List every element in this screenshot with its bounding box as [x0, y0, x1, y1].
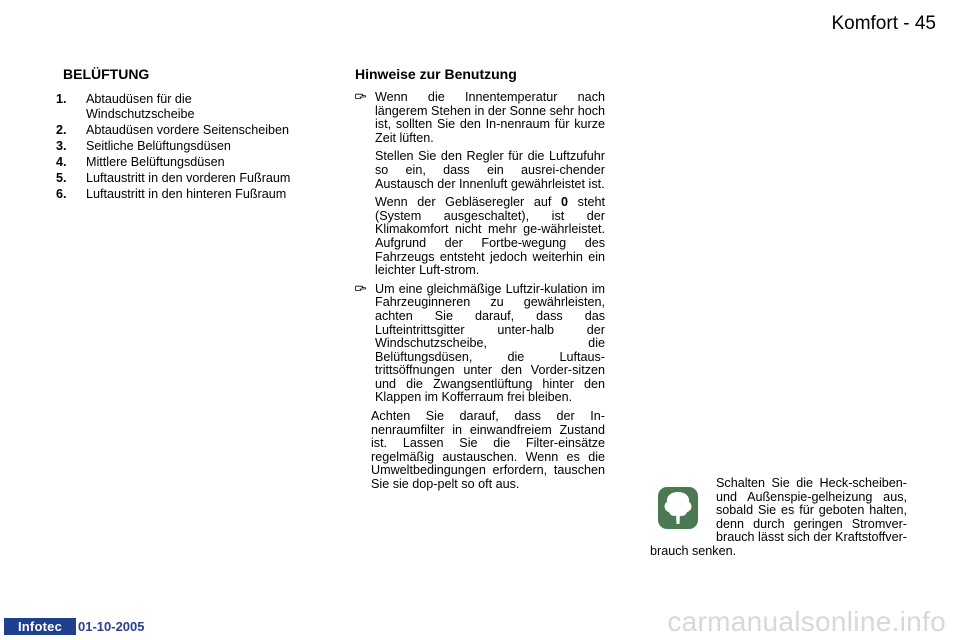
hint-temperature: [355, 91, 605, 278]
list-item-number: 2.: [56, 122, 67, 137]
footer-date: 01-10-2005: [78, 619, 145, 634]
hints-heading: Hinweise zur Benutzung: [355, 66, 517, 82]
list-item: [56, 187, 296, 202]
list-item-number: 3.: [56, 138, 67, 153]
list-item-label: Mittlere Belüftungsdüsen: [86, 154, 225, 169]
list-item: [56, 92, 296, 121]
tree-icon: [658, 487, 698, 529]
watermark: carmanualsonline.info: [667, 606, 946, 637]
list-item: [56, 123, 296, 138]
list-item-label: Seitliche Belüftungsdüsen: [86, 138, 231, 153]
hint-temperature-text: Wenn die Innentemperatur nach längerem Stehen in der Sonne sehr hoch ist, sollten Sie den In-nenraum für kurze Zeit lüften.: [375, 90, 605, 145]
list-item: [56, 171, 296, 186]
list-item-label: Abtaudüsen für die Windschutzscheibe: [86, 92, 195, 121]
eco-note-text: Schalten Sie die Heck-scheiben- und Außenspie-gelheizung aus, sobald Sie es für geboten halten, denn durch geringen Stromver-brauch lässt sich der Kraftstoffver-brauch senken.: [650, 476, 907, 558]
list-item: [56, 155, 296, 170]
eco-icon-container: [650, 477, 716, 543]
hint-air-circulation: [355, 283, 605, 492]
list-item-number: 1.: [56, 92, 67, 106]
eco-note: [650, 477, 907, 559]
list-item-number: 5.: [56, 170, 67, 185]
hint-temperature-regulator: Stellen Sie den Regler für die Luftzufuhr so ein, dass ein ausrei-chender Austausch der Innenluft gewährleistet ist.: [375, 149, 605, 191]
list-item-number: 6.: [56, 187, 67, 202]
list-item-label: Abtaudüsen vordere Seitenscheiben: [86, 122, 290, 137]
hints-column: [355, 91, 605, 497]
hint-air-circulation-text: Um eine gleichmäßige Luftzir-kulation im Fahrzeuginneren zu gewährleisten, achten Sie darauf, dass das Lufteintrittsgitter unter-halb der Windschutzscheibe, die Belüftungsdüsen, die Luftaus-trittsöffnungen unter den Vorder-sitzen und die Zwangsentlüftung hinter den Klappen im Kofferraum frei bleiben.: [375, 281, 605, 405]
list-item-label: Luftaustritt in den hinteren Fußraum: [86, 187, 287, 202]
ventilation-heading: BELÜFTUNG: [63, 66, 150, 82]
pointing-hand-icon: [355, 283, 367, 293]
list-item-label: Luftaustritt in den vorderen Fußraum: [86, 170, 291, 185]
ventilation-list: [56, 92, 296, 203]
infotec-logo: Infotec: [4, 618, 76, 635]
blower-zero-value: 0: [561, 195, 569, 210]
list-item-number: 4.: [56, 154, 67, 169]
list-item: [56, 139, 296, 154]
hint-temperature-blower: Wenn der Gebläseregler auf 0 steht (System ausgeschaltet), ist der Klimakomfort nicht mehr ge-währleistet. Aufgrund der Fortbe-wegung des Fahrzeugs entsteht jedoch weiterhin ein leichter Luft-strom.: [375, 195, 605, 278]
pointing-hand-icon: [355, 91, 367, 101]
hint-cabin-filter-text: Achten Sie darauf, dass der In-nenraumfilter in einwandfreiem Zustand ist. Lassen Sie die Filter-einsätze regelmäßig austauschen. Wenn es die Umweltbedingungen erfordern, tauschen Sie sie dop-pelt so oft aus.: [371, 409, 605, 492]
page-title: Komfort - 45: [831, 13, 936, 34]
